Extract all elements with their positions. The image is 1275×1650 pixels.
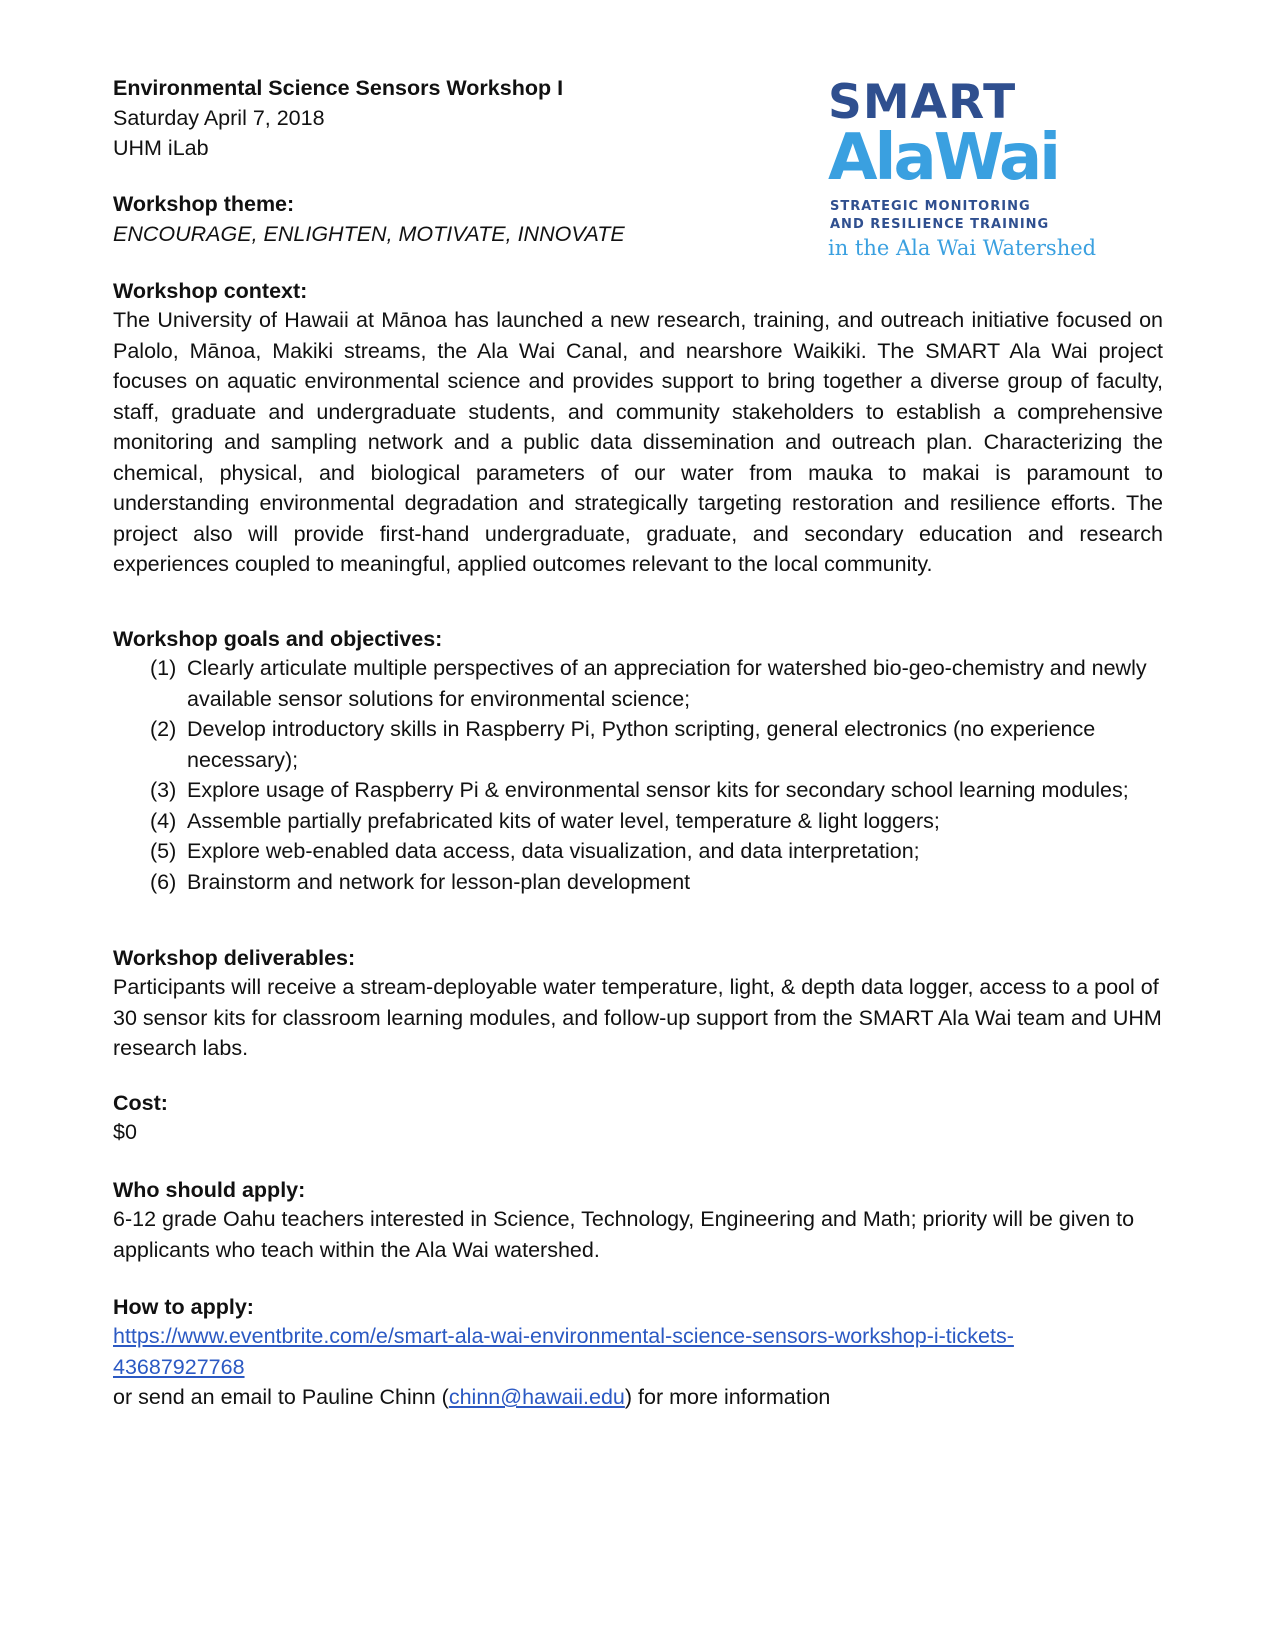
cost-heading: Cost: (113, 1091, 168, 1115)
who-paragraph: 6-12 grade Oahu teachers interested in Science, Technology, Engineering and Math; priority will be given to applicants who teach within the Ala Wai watershed. (113, 1207, 1135, 1262)
email-prefix: or send an email to Pauline Chinn ( (113, 1385, 449, 1409)
list-item-text: Assemble partially prefabricated kits of water level, temperature & light loggers; (187, 808, 940, 833)
goals-heading: Workshop goals and objectives: (113, 627, 443, 651)
list-item-text: Develop introductory skills in Raspberry Pi, Python scripting, general electronics (no experience necessary); (187, 717, 1096, 772)
email-suffix: ) for more information (624, 1385, 831, 1409)
apply-heading: How to apply: (113, 1295, 254, 1319)
list-item (150, 836, 1170, 867)
list-item (150, 653, 1170, 714)
list-item (150, 806, 1170, 837)
logo-alawai-text: AlaWai (828, 121, 1059, 195)
logo-tagline-2: AND RESILIENCE TRAINING (830, 217, 1050, 232)
workshop-title: Environmental Science Sensors Workshop I (113, 76, 564, 100)
header-block (113, 73, 733, 163)
eventbrite-link[interactable] (113, 1324, 1014, 1379)
context-paragraph: The University of Hawaii at Mānoa has launched a new research, training, and outreach initiative focused on Palolo, Mānoa, Makiki streams, the Ala Wai Canal, and nearshore Waikiki. The SMART Ala Wai project focuses on aquatic environmental science and provides support to bring together a diverse group of faculty, staff, graduate and undergraduate students, and community stakeholders to establish a comprehensive monitoring and sampling network and a public data dissemination and outreach plan. Characterizing the chemical, physical, and biological parameters of our water from mauka to makai is paramount to understanding environmental degradation and strategically targeting restoration and resilience efforts. The project also will provide first-hand undergraduate, graduate, and secondary education and research experiences coupled to meaningful, applied outcomes relevant to the local community. (113, 308, 1163, 576)
list-item-text: Clearly articulate multiple perspectives of an appreciation for watershed bio-geo-chemistry and newly available sensor solutions for environmental science; (187, 656, 1147, 711)
context-heading: Workshop context: (113, 279, 308, 303)
smart-alawai-logo (828, 75, 1097, 268)
logo-smart-text: SMART (828, 75, 1017, 130)
theme-heading: Workshop theme: (113, 192, 295, 216)
eventbrite-link-part-1: https://www.eventbrite.com/e/smart-ala-wai-environmental-science-sensors-workshop-i-tickets- (113, 1324, 1014, 1348)
list-item-number: (6) (150, 869, 177, 894)
list-item (150, 775, 1170, 806)
logo-tagline-3: in the Ala Wai Watershed (828, 236, 1097, 260)
list-item (150, 714, 1170, 775)
deliverables-heading: Workshop deliverables: (113, 946, 356, 970)
eventbrite-link-part-2: 43687927768 (113, 1354, 245, 1379)
workshop-date: Saturday April 7, 2018 (113, 106, 325, 130)
theme-section (113, 189, 733, 249)
list-item-number: (2) (150, 717, 177, 741)
list-item-number: (1) (150, 656, 177, 680)
logo-tagline-1: STRATEGIC MONITORING (830, 199, 1031, 214)
cost-value: $0 (113, 1120, 137, 1144)
deliverables-paragraph: Participants will receive a stream-deployable water temperature, light, & depth data logger, access to a pool of 30 sensor kits for classroom learning modules, and follow-up support from the SMART Ala Wai team and UHM research labs. (113, 975, 1162, 1060)
list-item (150, 867, 1170, 898)
list-item-text: Brainstorm and network for lesson-plan development (187, 869, 691, 894)
apply-block (113, 1321, 1163, 1413)
list-item-number: (4) (150, 808, 177, 833)
goals-list (150, 653, 1170, 897)
who-heading: Who should apply: (113, 1178, 306, 1202)
email-link[interactable]: chinn@hawaii.edu (448, 1385, 625, 1409)
workshop-location: UHM iLab (113, 136, 209, 160)
list-item-number: (5) (150, 839, 177, 863)
list-item-number: (3) (150, 778, 177, 802)
list-item-text: Explore web-enabled data access, data visualization, and data interpretation; (187, 839, 920, 863)
theme-text: ENCOURAGE, ENLIGHTEN, MOTIVATE, INNOVATE (113, 222, 625, 246)
list-item-text: Explore usage of Raspberry Pi & environmental sensor kits for secondary school learning modules; (187, 778, 1129, 802)
